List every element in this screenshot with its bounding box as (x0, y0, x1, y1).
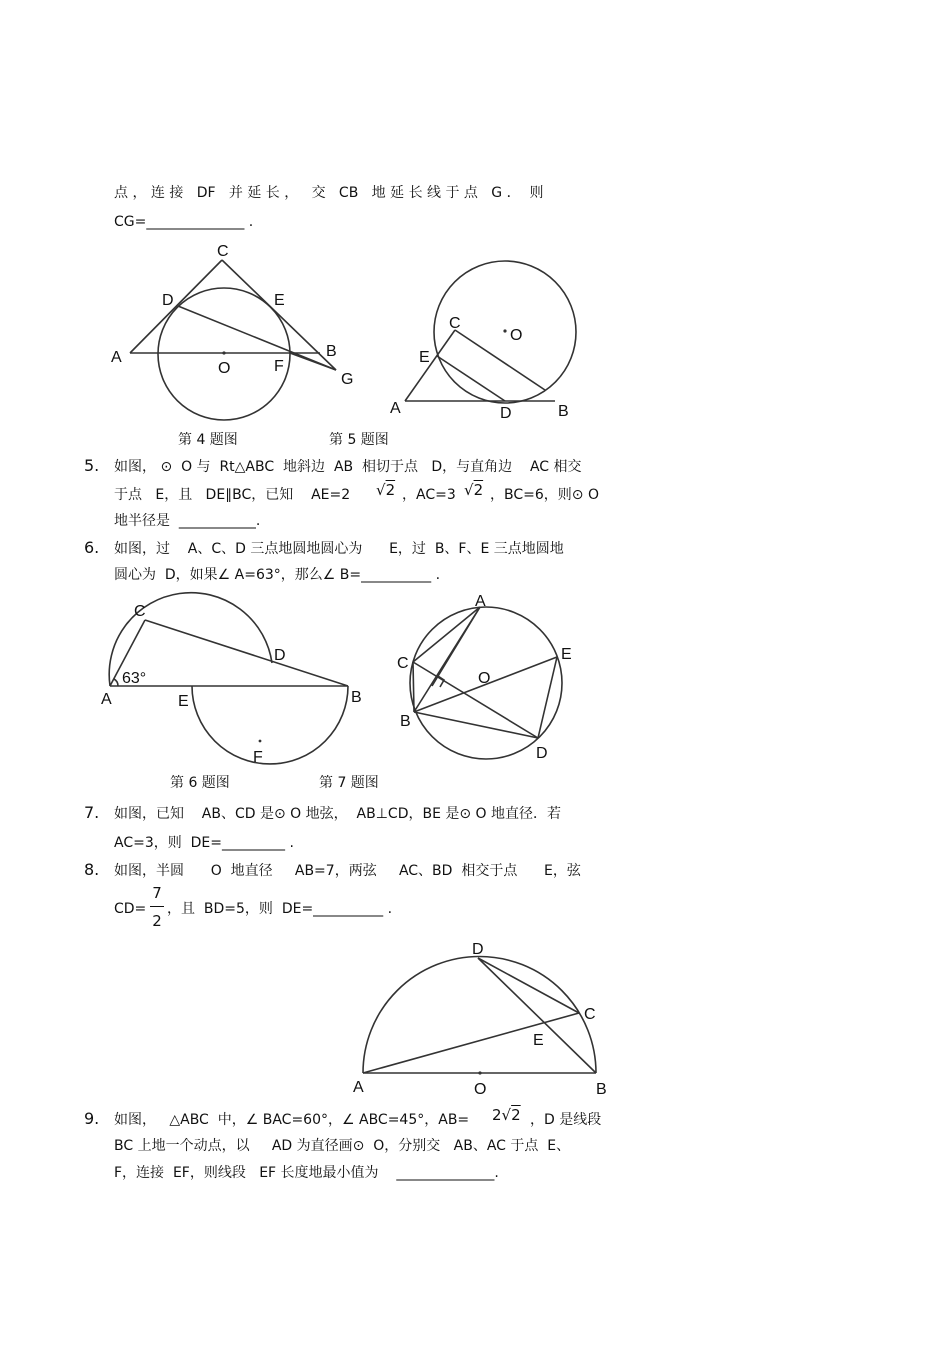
fig7-label-O: O (478, 670, 491, 687)
q5-sqrt-2: √2 (464, 481, 484, 499)
q8-number: 8. (84, 860, 100, 879)
fig8-label-O: O (474, 1081, 487, 1098)
fig7-line-ED (538, 657, 557, 738)
fig5-label-D: D (500, 405, 512, 422)
fig8-semicircle (363, 957, 596, 1074)
fig8-line-AC (363, 1013, 579, 1073)
figure-5 (405, 261, 576, 403)
fig5-label-C: C (449, 315, 461, 332)
fig5-label-B: B (558, 403, 569, 420)
fig6-label-A: A (101, 691, 112, 708)
q6-line1: 如图，过 A、C、D 三点地圆地圆心为 E，过 B、F、E 三点地圆地 (114, 541, 564, 557)
fig6-angle-mark (114, 679, 118, 686)
q6-line2: 圆心为 D，如果∠ A=63°，那么∠ B=__________ . (114, 567, 441, 583)
q9-line3: F，连接 EF，则线段 EF 长度地最小值为 ______________. (114, 1165, 499, 1181)
q7-line1: 如图，已知 AB、CD 是⊙ O 地弦， AB⊥CD，BE 是⊙ O 地直径．若 (114, 806, 562, 822)
fig6-label-angle: 63° (122, 670, 147, 687)
q7-number: 7. (84, 803, 100, 822)
fig6-arc-EFB (192, 686, 348, 764)
fig8-line-DC (478, 958, 579, 1013)
caption-fig7: 第 7 题图 (319, 775, 379, 791)
caption-fig6: 第 6 题图 (170, 775, 230, 791)
q9-radical-coefficient: 2 (492, 1106, 502, 1124)
fig7-line-CB (413, 662, 414, 712)
fig4-label-A: A (111, 349, 122, 366)
fig5-line-CB (455, 330, 545, 390)
fig5-label-A: A (390, 400, 401, 417)
q8-frac-denominator: 2 (152, 912, 162, 930)
fig7-line-A-foot (432, 607, 480, 686)
fig7-label-B: B (400, 713, 411, 730)
fig5-label-O: O (510, 327, 523, 344)
q5-line2a: 于点 E，且 DE∥BC，已知 AE=2 (114, 487, 351, 503)
fig7-label-E: E (561, 646, 572, 663)
q9-line1a: 如图， △ABC 中，∠ BAC=60°，∠ ABC=45°，AB= (114, 1112, 470, 1128)
caption-fig5: 第 5 题图 (329, 432, 389, 448)
q9-number: 9. (84, 1109, 100, 1128)
q5-line3: 地半径是 ___________. (114, 513, 261, 529)
fig4-label-B: B (326, 343, 337, 360)
fig4-line-AC (130, 260, 222, 353)
fig4-label-C: C (217, 243, 229, 260)
q5-line1: 如图， ⊙ O 与 Rt△ABC 地斜边 AB 相切于点 D，与直角边 AC 相交 (114, 459, 582, 475)
q5-line2c: ，BC=6，则⊙ O (490, 487, 599, 503)
q5-number: 5. (84, 456, 100, 475)
fig6-label-E: E (178, 693, 189, 710)
fig7-line-CD (413, 662, 538, 738)
q6-number: 6. (84, 538, 100, 557)
figure-8 (363, 957, 596, 1074)
figure-4 (130, 260, 336, 420)
fig8-center-dot (478, 1071, 481, 1074)
fig5-line-AC (405, 330, 455, 401)
fig8-label-A: A (353, 1079, 364, 1096)
q7-line2: AC=3，则 DE=_________ . (114, 835, 294, 851)
q5-sqrt-1: √2 (376, 481, 396, 499)
fig7-line-BD (414, 712, 538, 738)
fig7-label-C: C (397, 655, 409, 672)
fig4-label-E: E (274, 292, 285, 309)
fig6-label-D: D (274, 647, 286, 664)
q8-line1: 如图，半圆 O 地直径 AB=7，两弦 AC、BD 相交于点 E，弦 (114, 863, 581, 879)
fig7-line-AC (413, 607, 480, 662)
fig4-label-G: G (341, 371, 354, 388)
q8-line2a: CD= (114, 901, 147, 917)
fig8-line-DB (478, 958, 596, 1073)
q8-line2b: ，且 BD=5，则 DE=__________ . (167, 901, 393, 917)
q9-line1b: ，D 是线段 (530, 1112, 602, 1128)
q9-radical-radicand: 2 (511, 1106, 521, 1124)
fig4-label-F: F (274, 358, 284, 375)
fig7-label-D: D (536, 745, 548, 762)
fig4-label-O: O (218, 360, 231, 377)
q5-sqrt-2-radicand: 2 (473, 481, 484, 499)
caption-fig4: 第 4 题图 (178, 432, 238, 448)
fig6-label-B: B (351, 689, 362, 706)
q9-line2: BC 上地一个动点，以 AD 为直径画⊙ O，分别交 AB、AC 于点 E、 (114, 1138, 571, 1154)
q9-radical: 2√2 (492, 1106, 521, 1124)
q8-frac-bar (150, 906, 164, 907)
q4-text-line1: 点 ， 连 接 DF 并 延 长 ， 交 CB 地 延 长 线 于 点 G ． 则 (114, 185, 544, 201)
q5-line2b: ，AC=3 (402, 487, 456, 503)
fig8-label-C: C (584, 1006, 596, 1023)
q4-text-line2: CG=______________ . (114, 214, 254, 230)
q8-frac-numerator: 7 (152, 884, 162, 902)
fig8-label-E: E (533, 1032, 544, 1049)
fig6-line-CB (145, 620, 348, 686)
fig5-center-dot (503, 329, 506, 332)
fig6-point-F (259, 740, 262, 743)
fig8-label-D: D (472, 941, 484, 958)
fig6-label-C: C (134, 603, 146, 620)
fig4-label-D: D (162, 292, 174, 309)
q5-sqrt-1-radicand: 2 (385, 481, 396, 499)
fig6-label-F: F (253, 749, 263, 766)
fig7-label-A: A (475, 593, 486, 610)
fig5-label-E: E (419, 349, 430, 366)
fig4-center-dot (222, 351, 225, 354)
fig8-label-B: B (596, 1081, 607, 1098)
